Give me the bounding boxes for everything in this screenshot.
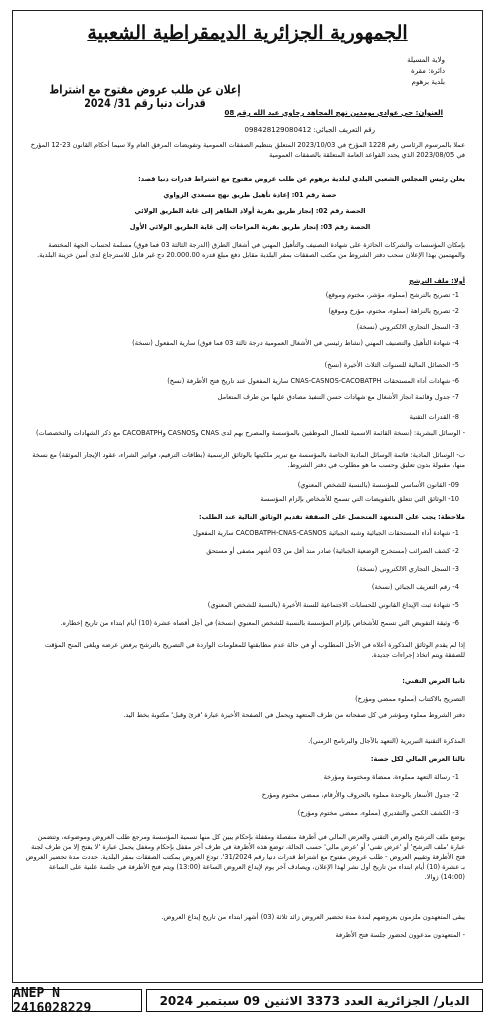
- intro-paragraph: يعلن رئيس المجلس الشعبي البلدي لبلدية برهوم عن طلب عروض مفتوح مع اشتراط قدرات دنيا قصد:: [138, 175, 465, 183]
- technical-offer-item-1: التصريح بالاكتتاب (مملوء ممضي ومؤرخ): [355, 695, 465, 703]
- required-doc-9: 09- القانون الأساسي للمؤسسة (بالنسبة للشخص المعنوي): [297, 481, 459, 489]
- note-paragraph: ملاحظة: يجب على المتعهد المتحصل على الصفقة تقديم الوثائق التالية عند الطلب:: [199, 513, 465, 521]
- later-doc-3: 3- السجل التجاري الالكتروني (نسخة): [356, 565, 459, 573]
- required-doc-1: 1- تصريح بالترشح (مملوء، مؤشر، مختوم وموقع): [325, 291, 459, 299]
- lot-2: الحصة رقم 02: إنجاز طريق بقرية أولاد الطاهر إلى غاية الطريق الولائي: [134, 207, 366, 215]
- later-doc-1: 1- شهادة أداء المستحقات الجبائية وشبه الجبائية CACOBATPH-CNAS-CASNOS سارية المفعول: [193, 529, 459, 537]
- required-doc-3: 3- السجل التجاري الالكتروني (نسخة): [356, 323, 459, 331]
- required-doc-6: 6- شهادات أداء المستحقات CNAS-CASNOS-CACOBATPH سارية المفعول عند تاريخ فتح الأظرفة (نسخ): [167, 377, 459, 385]
- later-doc-6: 6- وثيقة التفويض التي تسمح للأشخاص بإلزام المؤسسة بالنسبة للشخص المعنوي (نسخة) في أجل أقصاه عشرة (10) أيام ابتداء من تاريخ إخطاره.: [60, 619, 459, 627]
- lot-1: حصة رقم 01: إعادة تأهيل طريق نهج مسعدي الزواوي: [163, 191, 337, 199]
- financial-offer-item-3: 3- الكشف الكمي والتقديري (مملوء، ممضي مختوم ومؤرخ): [297, 809, 459, 817]
- administration-block: [335, 55, 445, 88]
- legal-basis-paragraph: عملا بالمرسوم الرئاسي رقم 1228 المؤرخ في 2023/10/03 المتعلق بتنظيم الصفقات العمومية وتفويضات المرفق العام ولا سيما أحكام القانون 23-12 المؤرخ في 2023/08/05 الذي يحدد القواعد العامة المتعلقة بالصفقات العمومية: [30, 141, 465, 159]
- commune-label: بلدية برهوم: [411, 78, 445, 86]
- newspaper-issue-info: الديار/ الجزائرية العدد 3373 الاثنين 09 سبتمبر 2024: [146, 989, 483, 1012]
- announcement-title: إعلان عن طلب عروض مفتوح مع اشتراط قدرات دنيا رقم 31/ 2024: [49, 83, 241, 111]
- anep-reference: ANEP N 2416028229: [12, 989, 142, 1012]
- financial-offer-title: ثالثا العرض المالي لكل حصة:: [370, 755, 465, 763]
- republic-header: الجمهورية الجزائرية الديمقراطية الشعبية: [87, 22, 408, 44]
- rejection-paragraph: إذا لم يقدم الوثائق المذكورة أعلاه في الأجل المطلوب أو في حالة عدم مطابقتها للمعلومات الواردة في التصريح بالترشح يرفض عرضه ويلغى المنح المؤقت للصفقة ويتم اتخاذ إجراءات جديدة.: [44, 641, 465, 659]
- required-doc-10: 10- الوثائق التي تتعلق بالتفويضات التي تسمح للأشخاص بإلزام المؤسسة: [260, 495, 459, 503]
- invitation-paragraph: - المتعهدون مدعوون لحضور جلسة فتح الأظرفة: [335, 931, 465, 939]
- submission-paragraph: يوضع ملف الترشح والعرض التقني والعرض المالي في أظرفة منفصلة ومقفلة بإحكام يبين كل منها تسمية المؤسسة ومرجع طلب العروض وموضوعه، وتتضمن عبارة 'ملف الترشح' أو 'عرض تقني' أو 'عرض مالي' حسب الحالة، توضع هذه الأظرفة في ظرف آخر مقفل بإحكام ومغفل يحمل عبارة 'لا يفتح إلا من طرف لجنة فتح الأظرفة وتقييم العروض - طلب عروض مفتوح مع اشتراط قدرات دنيا رقم 31/2024'. تودع العروض بمكتب الصفقات بمقر البلدية. حددت مدة تحضير العروض بـ عشرة (10) أيام ابتداء من تاريخ أول نشر لهذا الإعلان، ويصادف آخر يوم لإيداع العروض الساعة (13:00) ويتم فتح الأظرفة في جلسة علنية على الساعة (14:00) زوالا.: [25, 833, 465, 881]
- technical-offer-item-3: المذكرة التقنية التبريرية (التعهد بالآجال والبرنامج الزمني).: [308, 737, 465, 745]
- wilaya-label: ولاية المسيلة: [407, 56, 445, 64]
- later-doc-2: 2- كشف الضرائب (مستخرج الوضعية الجبائية) صادر منذ أقل من 03 أشهر مصفى أو مستحق: [206, 547, 459, 555]
- later-doc-4: 4- رقم التعريف الجبائي (نسخة): [371, 583, 459, 591]
- validity-paragraph: يبقى المتعهدون ملزمون بعروضهم لمدة مدة تحضير العروض زائد ثلاثة (03) أشهر ابتداء من تاريخ إيداع العروض.: [161, 913, 465, 921]
- required-doc-5: 5- الحصائل المالية للسنوات الثلاث الأخيرة (نسخ): [324, 361, 459, 369]
- publication-footer: [12, 985, 483, 1015]
- lot-3: الحصة رقم 03: إنجاز طريق بقرية المراجات إلى غاية الطريق الولائي الأول: [129, 223, 371, 231]
- required-doc-7: 7- جدول وقائمة انجاز الأشغال مع شهادات حسن التنفيذ مصادق عليها من طرف المتعامل: [217, 393, 459, 401]
- required-doc-4: 4- شهادة التأهيل والتصنيف المهني (نشاط رئيسي في الأشغال العمومية درجة ثالثة 03 فما فوق) سارية المفعول (نسخة): [132, 339, 459, 347]
- daira-label: دائرة: مقرة: [411, 67, 445, 75]
- financial-offer-item-2: 2- جدول الأسعار بالوحدة مملوء بالحروف والأرقام، ممضي مختوم ومؤرخ: [261, 791, 459, 799]
- human-resources-paragraph: - الوسائل البشرية: (نسخة القائمة الاسمية للعمال الموظفين بالمؤسسة والمصرح بهم لدى CNAS وCASNOS وCACOBATPH مع ذكر الشهادات والتخصصات): [35, 429, 465, 437]
- eligibility-paragraph: بإمكان المؤسسات والشركات الحائزة على شهادة التصنيف والتأهيل المهني في أشغال الطرق (الدرجة الثالثة 03 فما فوق) مسلمة لحساب الجهة المختصة والمهتمين بهذا الإعلان سحب دفتر الشروط من مكتب الصفقات بمقر البلدية مقابل دفع مبلغ قدره 20.000.00 دج غير قابل للاسترجاع لدى أمين خزينة البلدية.: [37, 241, 465, 259]
- required-doc-8: 8- القدرات التقنية: [409, 413, 459, 421]
- material-resources-paragraph: ب- الوسائل المادية: قائمة الوسائل المادية الخاصة بالمؤسسة مع تبرير ملكيتها بالوثائق الرسمية (بطاقات الترقيم، فواتير الشراء، عقود الإيجار الموثقة) مع نسخة منها، مقبولة بدون تعليق وحسب ما هو مطلوب في دفتر الشروط.: [32, 451, 465, 469]
- later-doc-5: 5- شهادة ثبت الإيداع القانوني للحسابات الاجتماعية للسنة الأخيرة (بالنسبة للشخص المعنوي): [207, 601, 459, 609]
- tax-id-line: رقم التعريف الجبائي: 098428129080412: [244, 126, 375, 134]
- technical-offer-title: ثانيا العرض التقني:: [402, 677, 465, 685]
- required-doc-2: 2- تصريح بالنزاهة (مملوء، مختوم، مؤرخ وموقع): [328, 307, 459, 315]
- financial-offer-item-1: 1- رسالة التعهد مملوءة، ممضاة ومختومة ومؤرخة: [323, 773, 459, 781]
- address-line: العنوان: حي عوادي بومدين نهج المجاهد رحاوي عبد الله رقم 08: [224, 109, 443, 117]
- technical-offer-item-2: دفتر الشروط مملوء ومؤشر في كل صفحاته من طرف المتعهد ويحمل في الصفحة الأخيرة عبارة 'قرئ وقبل' مكتوبة بخط اليد.: [123, 711, 465, 719]
- required-docs-title: أولا: ملف الترشح: [409, 277, 465, 285]
